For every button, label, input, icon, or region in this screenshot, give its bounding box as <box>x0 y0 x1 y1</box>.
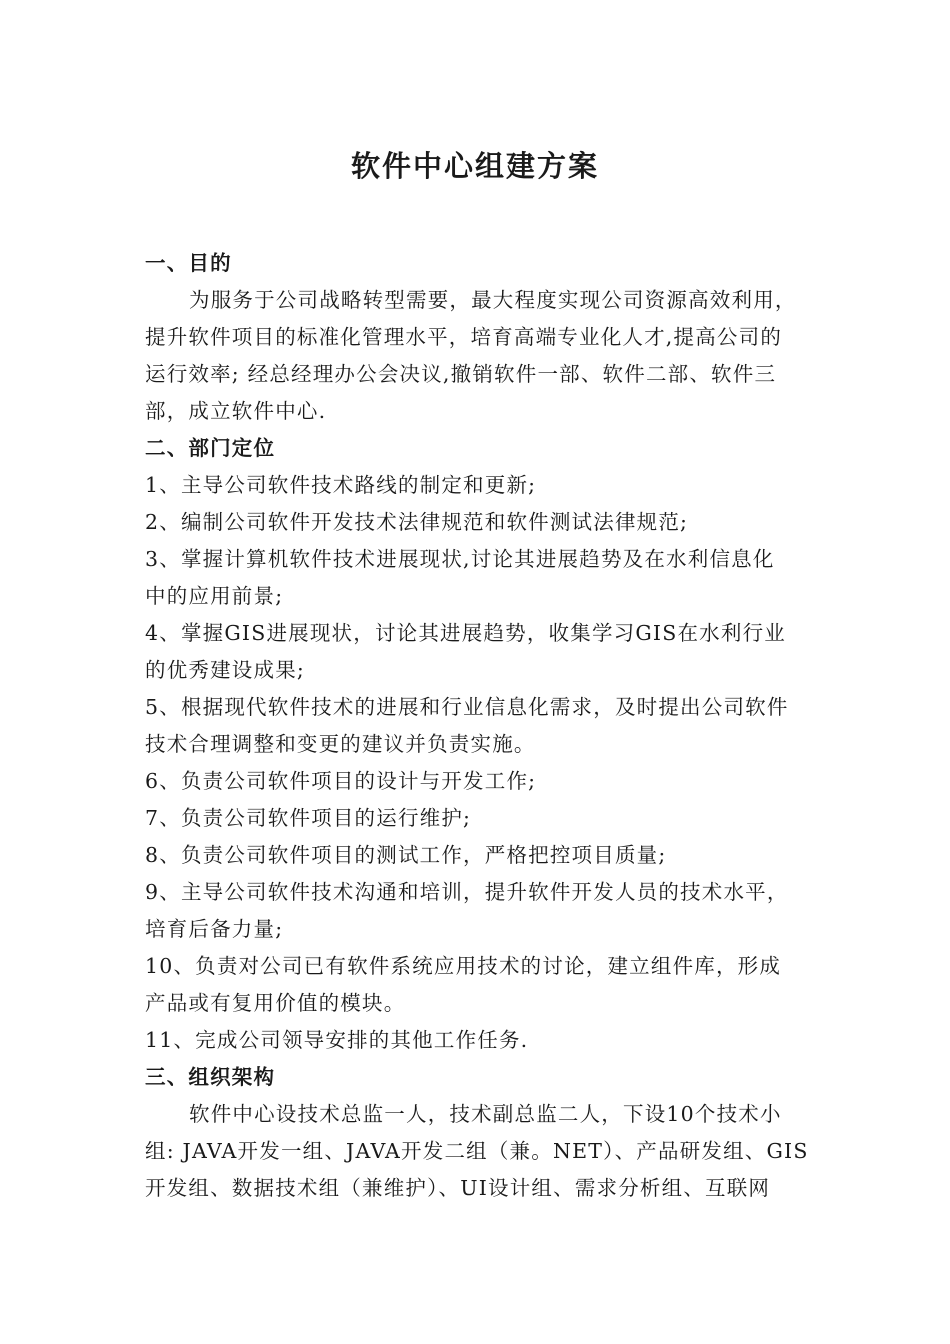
paragraph-line: 5、根据现代软件技术的进展和行业信息化需求，及时提出公司软件 <box>145 695 789 719</box>
document-title: 软件中心组建方案 <box>350 149 599 183</box>
section-heading: 二、部门定位 <box>145 436 276 460</box>
paragraph-line: 组: JAVA开发一组、JAVA开发二组（兼。NET）、产品研发组、GIS <box>145 1139 809 1163</box>
paragraph-line: 软件中心设技术总监一人，技术副总监二人，下设10个技术小 <box>189 1102 782 1126</box>
paragraph-line: 技术合理调整和变更的建议并负责实施。 <box>145 732 536 756</box>
paragraph-line: 9、主导公司软件技术沟通和培训，提升软件开发人员的技术水平， <box>145 880 789 904</box>
paragraph-line: 部，成立软件中心. <box>145 399 327 423</box>
section-heading: 三、组织架构 <box>145 1065 276 1089</box>
paragraph-line: 产品或有复用价值的模块。 <box>145 991 406 1015</box>
paragraph-line: 3、掌握计算机软件技术进展现状,讨论其进展趋势及在水利信息化 <box>145 547 775 571</box>
paragraph-line: 中的应用前景; <box>145 584 284 608</box>
paragraph-line: 8、负责公司软件项目的测试工作，严格把控项目质量; <box>145 843 667 867</box>
paragraph-line: 为服务于公司战略转型需要，最大程度实现公司资源高效利用， <box>189 288 797 312</box>
paragraph-line: 2、编制公司软件开发技术法律规范和软件测试法律规范; <box>145 510 689 534</box>
document-body <box>145 245 813 1207</box>
paragraph-line: 10、负责对公司已有软件系统应用技术的讨论，建立组件库，形成 <box>145 954 782 978</box>
paragraph-line: 7、负责公司软件项目的运行维护; <box>145 806 472 830</box>
paragraph-line: 4、掌握GIS进展现状，讨论其进展趋势，收集学习GIS在水利行业 <box>145 621 786 645</box>
paragraph-line: 运行效率; 经总经理办公会决议,撤销软件一部、软件二部、软件三 <box>145 362 777 386</box>
paragraph-line: 6、负责公司软件项目的设计与开发工作; <box>145 769 537 793</box>
paragraph-line: 开发组、数据技术组（兼维护）、UI设计组、需求分析组、互联网 <box>145 1176 771 1200</box>
paragraph-line: 提升软件项目的标准化管理水平，培育高端专业化人才,提高公司的 <box>145 325 783 349</box>
section-heading: 一、目的 <box>145 251 232 275</box>
paragraph-line: 的优秀建设成果; <box>145 658 306 682</box>
paragraph-line: 11、完成公司领导安排的其他工作任务. <box>145 1028 529 1052</box>
paragraph-line: 培育后备力量; <box>145 917 284 941</box>
paragraph-line: 1、主导公司软件技术路线的制定和更新; <box>145 473 537 497</box>
